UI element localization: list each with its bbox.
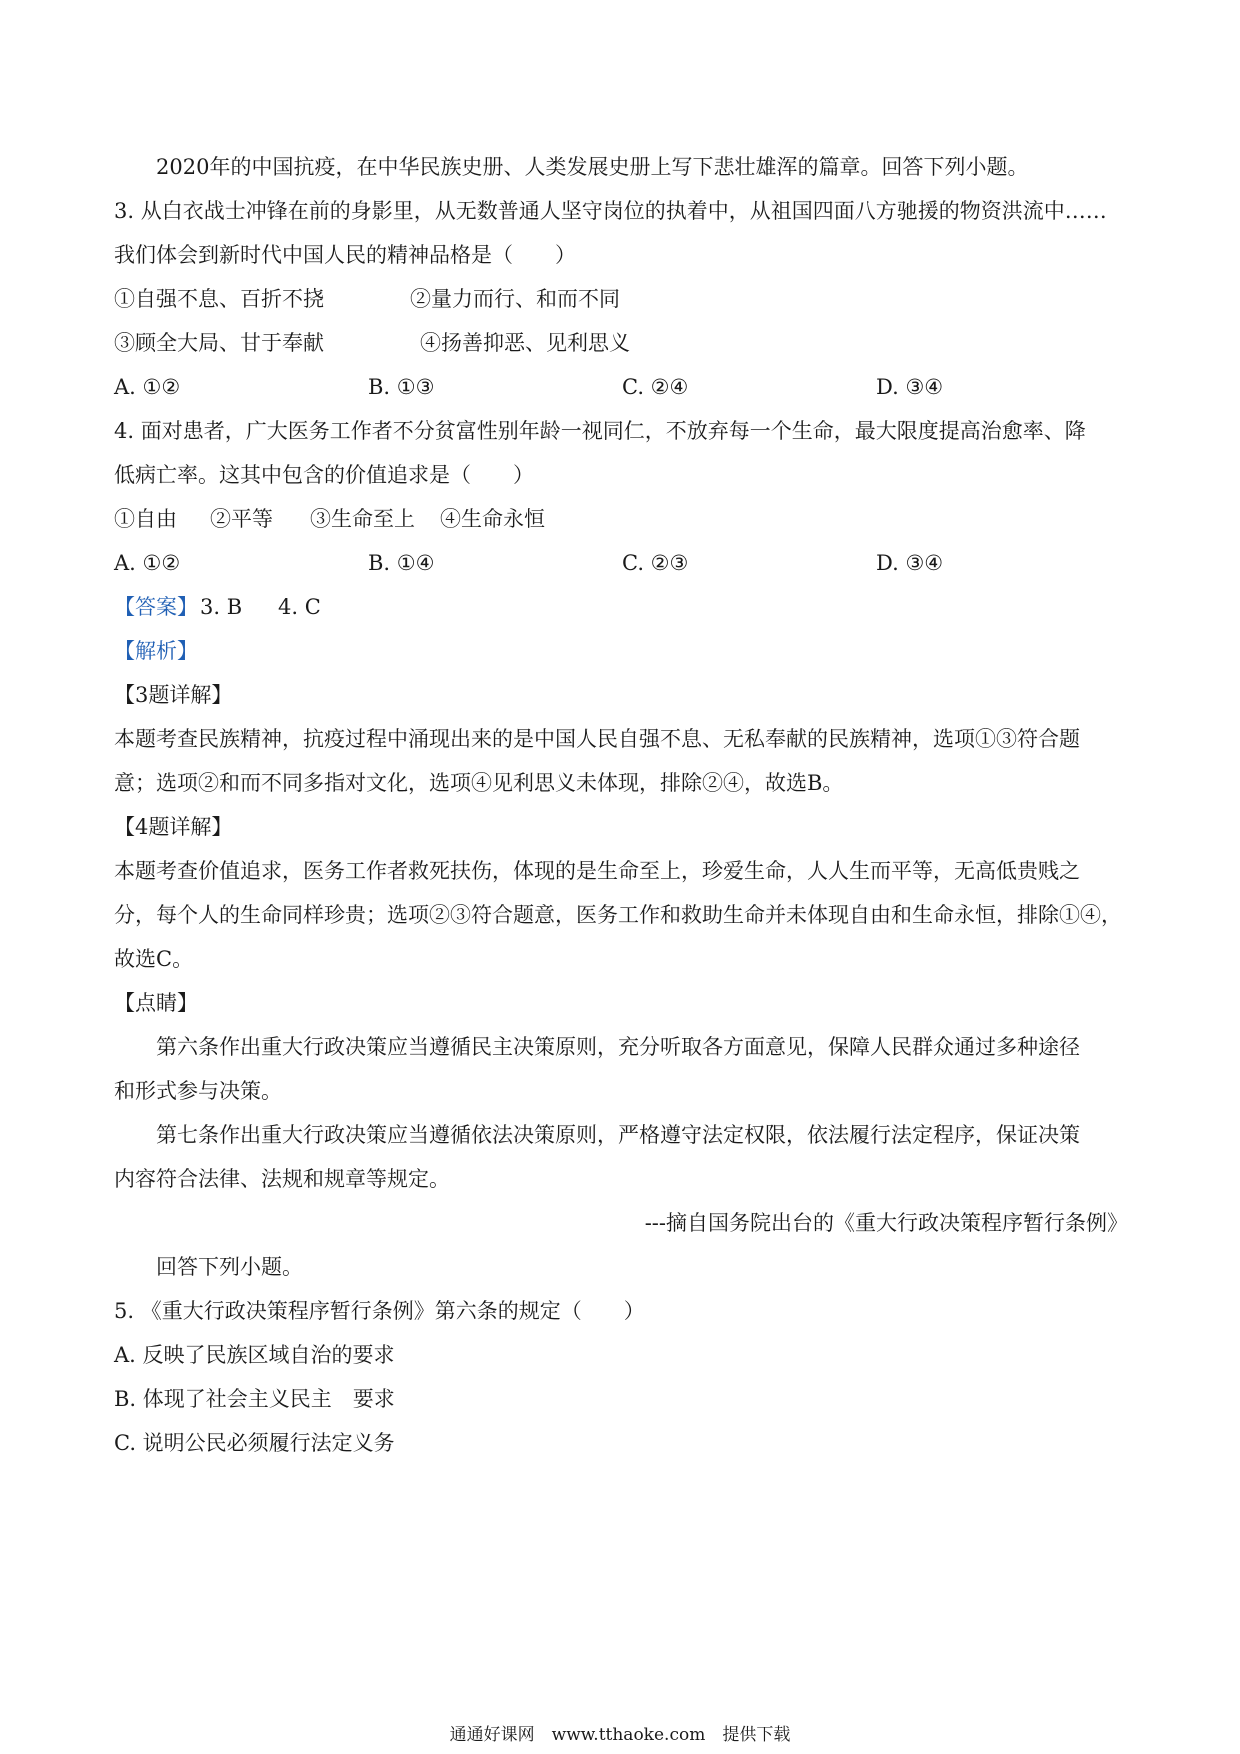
answer-q3: 3. B [200, 595, 243, 619]
q3-item-1: ①自强不息、百折不挠 [114, 287, 324, 311]
q3-item-2: ②量力而行、和而不同 [410, 287, 620, 311]
detail4-line1: 本题考查价值追求，医务工作者救死扶伤，体现的是生命至上，珍爱生命，人人生而平等，无高低贵贱之 [114, 859, 1080, 883]
q3-option-b: B. ①③ [368, 375, 435, 399]
intro2-text: 回答下列小题。 [156, 1255, 303, 1279]
q4-item-4: ④生命永恒 [440, 507, 545, 531]
q3-option-c: C. ②④ [622, 375, 689, 399]
page-footer: 通通好课网 www.tthaoke.com 提供下载 [449, 1725, 791, 1745]
q3-stem-line2: 我们体会到新时代中国人民的精神品格是（ ） [114, 243, 576, 267]
intro-text: 2020年的中国抗疫，在中华民族史册、人类发展史册上写下悲壮雄浑的篇章。回答下列小题。 [156, 155, 1029, 179]
analysis-label: 【解析】 [114, 639, 198, 663]
q5-option-b: B. 体现了社会主义民主 要求 [114, 1387, 395, 1411]
q5-option-c: C. 说明公民必须履行法定义务 [114, 1431, 395, 1455]
q3-item-4: ④扬善抑恶、见利思义 [420, 331, 630, 355]
q5-stem: 5. 《重大行政决策程序暂行条例》第六条的规定（ ） [114, 1299, 645, 1323]
q3-option-d: D. ③④ [876, 375, 944, 399]
q4-option-a: A. ①② [114, 551, 181, 575]
detail3-line2: 意；选项②和而不同多指对文化，选项④见利思义未体现，排除②④，故选B。 [114, 771, 844, 795]
passage-p1-line2: 和形式参与决策。 [114, 1079, 282, 1103]
highlight-label: 【点睛】 [114, 991, 198, 1015]
answer-q4: 4. C [278, 595, 321, 619]
q3-item-3: ③顾全大局、甘于奉献 [114, 331, 324, 355]
passage-p1-line1: 第六条作出重大行政决策应当遵循民主决策原则，充分听取各方面意见，保障人民群众通过多种途径 [156, 1035, 1080, 1059]
q4-item-3: ③生命至上 [310, 507, 415, 531]
detail3-title: 【3题详解】 [114, 683, 233, 707]
passage-source: ---摘自国务院出台的《重大行政决策程序暂行条例》 [644, 1211, 1128, 1235]
q4-stem-line1: 4. 面对患者，广大医务工作者不分贫富性别年龄一视同仁，不放弃每一个生命，最大限度提高治愈率、降 [114, 419, 1086, 443]
passage-p2-line1: 第七条作出重大行政决策应当遵循依法决策原则，严格遵守法定权限，依法履行法定程序，保证决策 [156, 1123, 1080, 1147]
q3-stem-line1: 3. 从白衣战士冲锋在前的身影里，从无数普通人坚守岗位的执着中，从祖国四面八方驰援的物资洪流中…… [114, 199, 1107, 223]
detail4-line2: 分，每个人的生命同样珍贵；选项②③符合题意，医务工作和救助生命并未体现自由和生命永恒，排除①④， [114, 903, 1122, 927]
q4-option-d: D. ③④ [876, 551, 944, 575]
q5-option-a: A. 反映了民族区域自治的要求 [114, 1343, 395, 1367]
answer-label: 【答案】 [114, 595, 198, 619]
detail4-line3: 故选C。 [114, 947, 194, 971]
detail3-line1: 本题考查民族精神，抗疫过程中涌现出来的是中国人民自强不息、无私奉献的民族精神，选项①③符合题 [114, 727, 1080, 751]
passage-p2-line2: 内容符合法律、法规和规章等规定。 [114, 1167, 450, 1191]
q4-option-b: B. ①④ [368, 551, 435, 575]
q3-option-a: A. ①② [114, 375, 181, 399]
q4-stem-line2: 低病亡率。这其中包含的价值追求是（ ） [114, 463, 534, 487]
q4-item-2: ②平等 [210, 507, 273, 531]
detail4-title: 【4题详解】 [114, 815, 233, 839]
q4-item-1: ①自由 [114, 507, 177, 531]
q4-option-c: C. ②③ [622, 551, 689, 575]
